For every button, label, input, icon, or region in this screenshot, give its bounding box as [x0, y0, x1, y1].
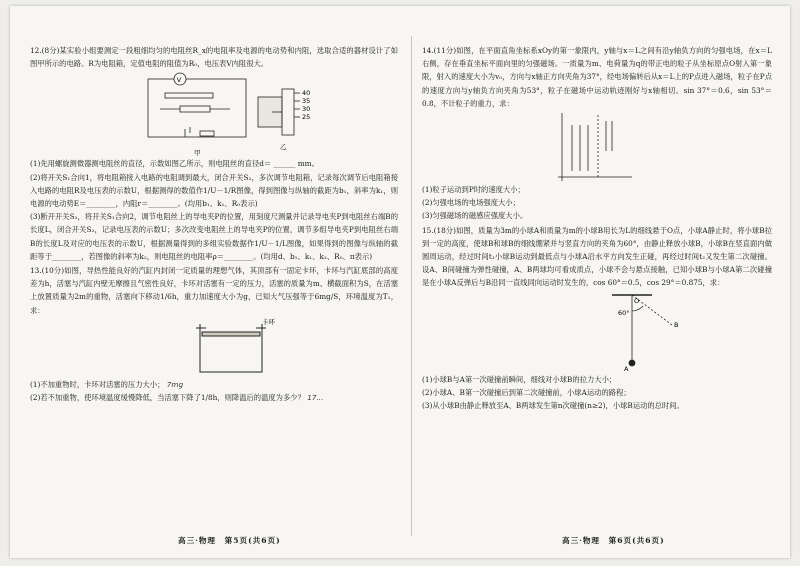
q13-intro: 13.(10分)如图，导热性能良好的汽缸内封闭一定质量的理想气体，其顶部有一固定卡环，卡环与汽缸底部的高度差为h，活塞与汽缸内壁无摩擦且气密性良好，卡环对活塞有一定的压力，活塞的质量为m、横截面积为S，在活塞上放置质量为2m的重物，活塞向下移动1/6h，重力加速度大小为g，已知大气压强等于6mg/S，环境温度为T₁，求：: [30, 266, 398, 315]
pendulum-diagram: [612, 295, 672, 366]
q12-part2: (2)将开关S₁合向1，将电阻箱接入电路的电阻调到最大，闭合开关S₂，多次调节电阻箱，记录每次调节后电阻箱接入电路的电阻R及电压表的示数U，根据测得的数值作1/U－1/R图像，得到图像与纵轴的截距为b₁，斜率为k₁，则电源的电动势E＝________，内阻r＝________。(均用b₁、k₁、R₀表示): [30, 172, 398, 209]
q15-part2: (2)小球A、B第一次碰撞后到第二次碰撞前，小球A运动的路程；: [422, 387, 631, 397]
right-column: [422, 44, 772, 412]
pivot-label: O: [634, 296, 640, 305]
handwritten-answer-2: 17...: [307, 393, 324, 403]
q12-intro: 12.(8分)某实验小组要测定一段粗细均匀的电阻丝R_x的电阻率及电源的电动势和内阻，选取合适的器材设计了如图甲所示的电路。R为电阻箱，定值电阻的阻值为R₀，电压表V内阻很大。: [30, 46, 398, 69]
micrometer-tick-2: 30: [302, 105, 311, 114]
handwritten-answer-1: 7mg: [166, 379, 184, 389]
column-divider: [411, 36, 412, 536]
fig-a-label: 甲: [194, 149, 201, 158]
exam-page: [10, 6, 790, 558]
q12-part1-text: (1)先用螺旋测微器测电阻丝的直径，示数如图乙所示，则电阻丝的直径d＝: [30, 159, 272, 169]
circuit-diagram: [148, 73, 246, 137]
cylinder-diagram: [196, 324, 266, 372]
field-diagram: [558, 113, 632, 181]
q12-figures: [30, 71, 398, 157]
micrometer-tick-0: 40: [302, 89, 311, 98]
q15-part1: (1)小球B与A第一次碰撞前瞬间，细线对小球B的拉力大小；: [422, 374, 617, 384]
q15-intro: 15.(18分)如图，质量为3m的小球A和质量为m的小球B用长为L的细线悬于O点，小球A静止时，将小球B拉到一定的高度，使球B和球B的细线绷紧并与竖直方向的夹角为60°，由静止释放小球B，小球B在竖直面内做圆周运动，经过时间t₁小球B运动到最低点与小球A沿水平方向发生正碰，再经过时间t₂又发生第二次碰撞。设A、B间碰撞为弹性碰撞，A、B两球均可看成质点，小球不会与悬点接触，已知小球B与小球A第二次碰撞是在小球A反弹后与B沿同一直线同向运动时发生的，cos 60°＝0.5，cos 29°＝0.875，求：: [422, 225, 772, 288]
q14-part2: (2)匀强电场的电场强度大小；: [422, 198, 520, 208]
q12-part1-tail: mm。: [297, 159, 319, 169]
q14-part1: (1)粒子运动到P时的速度大小；: [422, 185, 525, 195]
ball-a-label: A: [624, 364, 629, 373]
q13-figure: [30, 318, 398, 378]
page-footer-right: 高三·物理 第6页(共6页): [562, 536, 665, 545]
fig-b-label: 乙: [280, 143, 287, 152]
micrometer-tick-1: 35: [302, 97, 311, 106]
q12-part3: (3)断开开关S₂，将开关S₁合向2，调节电阻丝上的导电夹P的位置，用刻度尺测量并记录导电夹P到电阻丝右端B的长度L，闭合开关S₂，记录电压表的示数U；多次改变电阻丝上的导电夹P的位置，调节多组导电夹P到电阻丝右端B的长度L及对应的电压表的示数U，根据测量得到的多组实验数据作1/U－1/L图像，如果得到的图像与纵轴的截距等于________，若图像的斜率为k₂，则电阻丝的电阻率ρ＝________。(均用d、b₁、k₁、k₂、R₀、π表示): [30, 212, 398, 261]
micrometer-tick-3: 25: [302, 113, 311, 122]
q13-part2: [30, 391, 398, 404]
q15-figure: [422, 291, 772, 373]
q14-part3: (3)匀强磁场的磁感应强度大小。: [422, 211, 528, 221]
q15-part3: (3)从小球B由静止释放至A、B两球发生第n次碰撞(n≥2)，小球B运动的总时间。: [422, 401, 684, 411]
ball-b-label: B: [674, 320, 679, 329]
q14-figure: [422, 111, 772, 183]
page-footer-left: 高三·物理 第5页(共6页): [178, 536, 281, 545]
angle-label: 60°: [618, 308, 630, 317]
left-column: [30, 44, 398, 404]
voltmeter-label: V: [176, 76, 182, 85]
q14-intro: 14.(11分)如图，在平面直角坐标系xOy的第一象限内，y轴与x＝L之间有沿y轴负方向的匀强电场，在x＝L右侧，存在垂直坐标平面向里的匀强磁场。一质量为m、电荷量为q的带正电的粒子从坐标原点O射入第一象限，射入的速度大小为v₀，方向与x轴正方向夹角为37°，经电场偏转后从x＝L上的P点进入磁场，粒子在P点的速度方向与y轴负方向夹角为53°，粒子在磁场中运动轨迹刚好与x轴相切。sin 37°＝0.6，sin 53°＝0.8，不计粒子的重力，求：: [422, 46, 772, 108]
q12-part1: (1)先用螺旋测微器测电阻丝的直径，示数如图乙所示，则电阻丝的直径d＝ ______ mm。: [30, 159, 319, 169]
q13-part1: [30, 378, 398, 391]
micrometer-diagram: [258, 89, 300, 135]
retaining-ring-label: 卡环: [262, 317, 275, 326]
q13-part1-text: (1)不加重物时，卡环对活塞的压力大小；: [30, 379, 165, 389]
q13-part2-text: (2)若不加重物，使环境温度缓慢降低，当活塞下降了1/8h，则降温后的温度为多少？: [30, 393, 305, 403]
